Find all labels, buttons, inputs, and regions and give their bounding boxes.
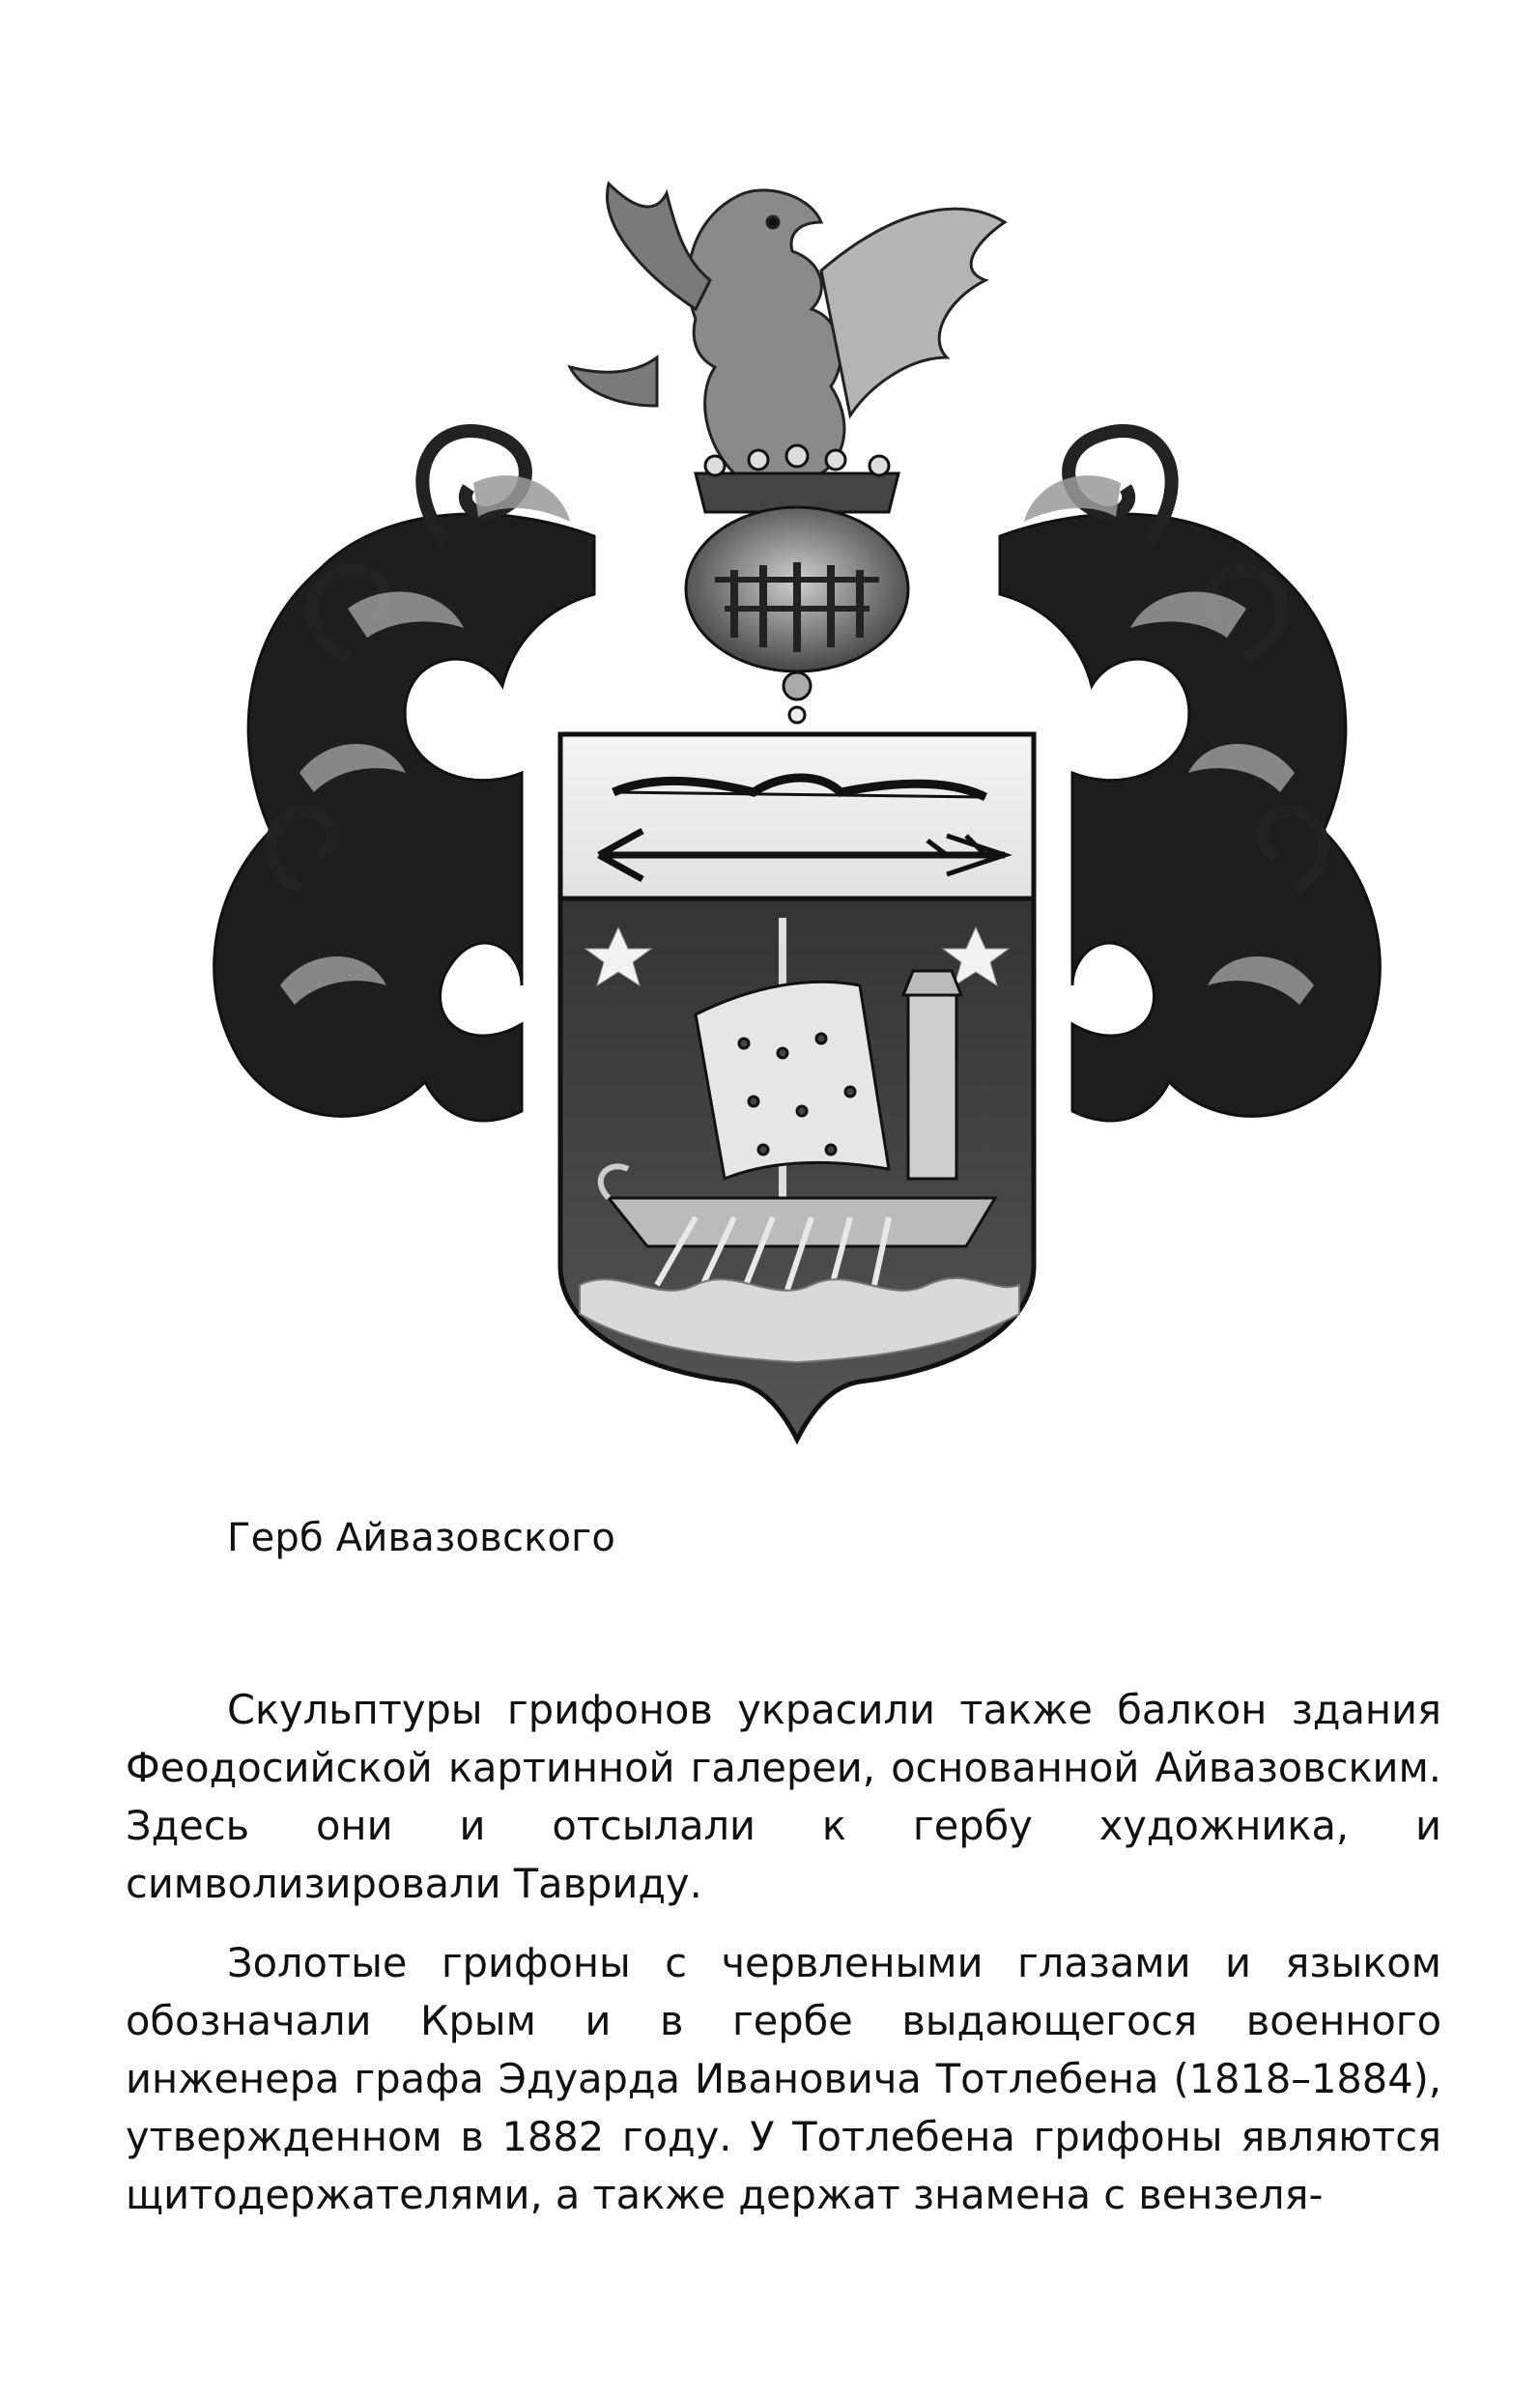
figure-caption: Герб Айвазовского — [227, 1516, 616, 1560]
mantling-left — [214, 431, 594, 1121]
body-text — [126, 1681, 1441, 2245]
mantling-right — [1000, 431, 1380, 1121]
coat-of-arms-icon — [155, 155, 1440, 1488]
paragraph: Скульптуры грифонов украсили также балкон здания Феодосийской картинной галереи, основанной Айвазовским. Здесь они и отсылали к гербу художника, и символизировали Тавриду. — [126, 1686, 1441, 1907]
helmet — [686, 507, 908, 723]
paragraph: Золотые грифоны с червлеными глазами и языком обозначали Крым и в гербе выдающегося военного инженера графа Эдуарда Ивановича Тотлебена (1818–1884), утвержденном в 1882 году. У Тотлебена грифоны являются щитодержателями, а также держат знамена с вензеля- — [126, 1939, 1441, 2218]
griffin-crest — [570, 184, 1005, 473]
